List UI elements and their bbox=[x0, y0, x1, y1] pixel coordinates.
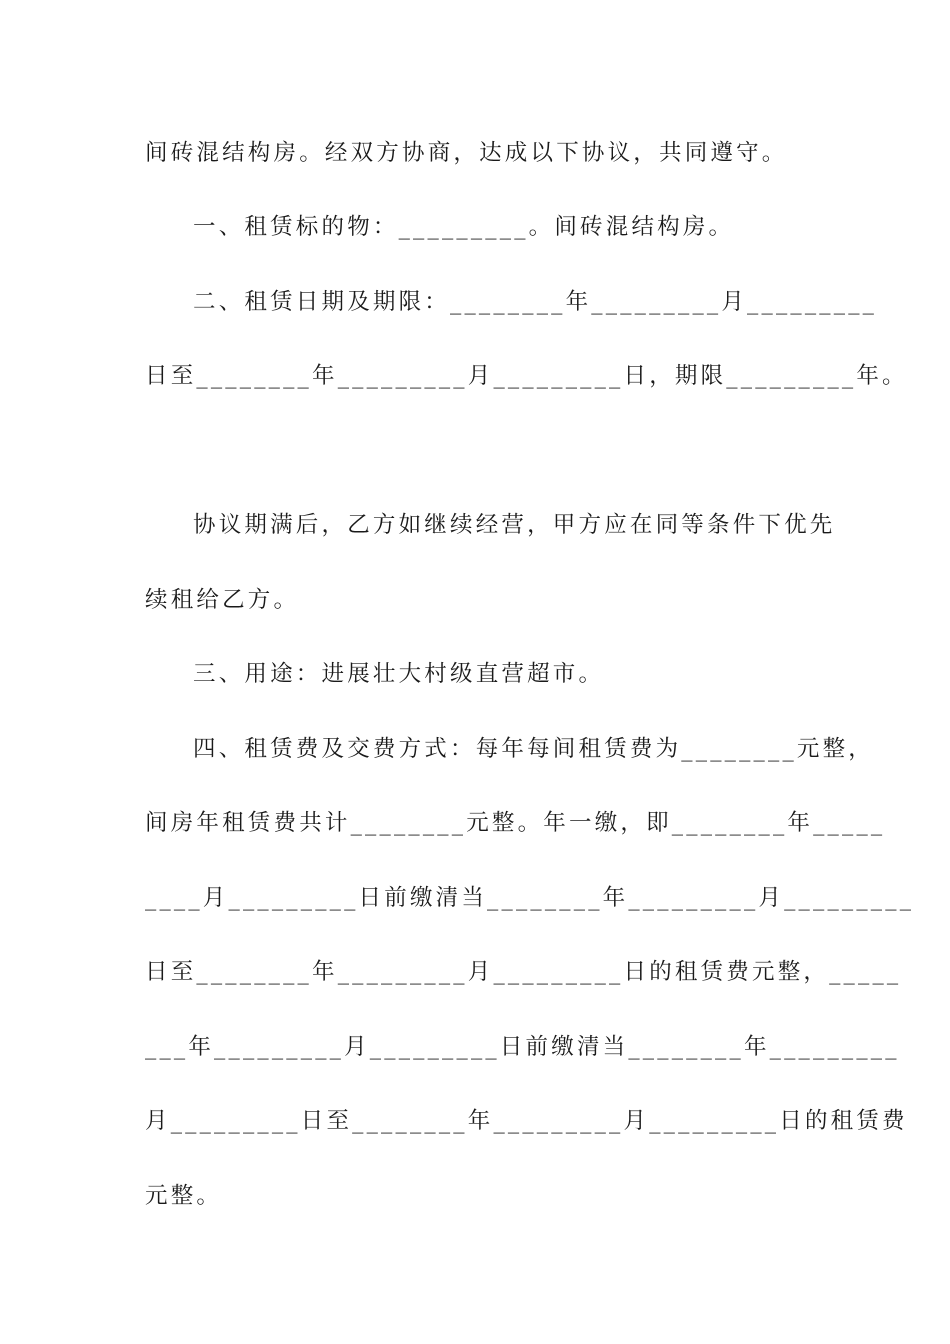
clause-2-lease-term: 二、租赁日期及期限：________年_________月_________ bbox=[193, 289, 878, 315]
clause-1-lease-object: 一、租赁标的物：_________。间砖混结构房。 bbox=[193, 214, 735, 240]
renewal-paragraph-cont: 续租给乙方。 bbox=[145, 587, 300, 613]
clause-3-purpose: 三、用途：进展壮大村级直营超市。 bbox=[193, 661, 605, 687]
clause-4-line-2: 间房年租赁费共计________元整。年一缴，即________年_____ bbox=[145, 810, 886, 836]
clause-4-rent-payment: 四、租赁费及交费方式：每年每间租赁费为________元整， bbox=[193, 736, 875, 762]
renewal-paragraph: 协议期满后，乙方如继续经营，甲方应在同等条件下优先 bbox=[193, 512, 836, 538]
clause-4-line-7: 元整。 bbox=[145, 1183, 223, 1209]
text-line-continuation: 间砖混结构房。经双方协商，达成以下协议，共同遵守。 bbox=[145, 140, 788, 166]
clause-2-lease-term-cont: 日至________年_________月_________日，期限_________年。 bbox=[145, 363, 908, 389]
clause-4-line-6: 月_________日至________年_________月_________日的租赁费 bbox=[145, 1108, 908, 1134]
clause-4-line-3: ____月_________日前缴清当________年_________月_________ bbox=[145, 885, 915, 911]
clause-4-line-5: ___年_________月_________日前缴清当________年_________ bbox=[145, 1034, 900, 1060]
clause-4-line-4: 日至________年_________月_________日的租赁费元整，_____ bbox=[145, 959, 902, 985]
